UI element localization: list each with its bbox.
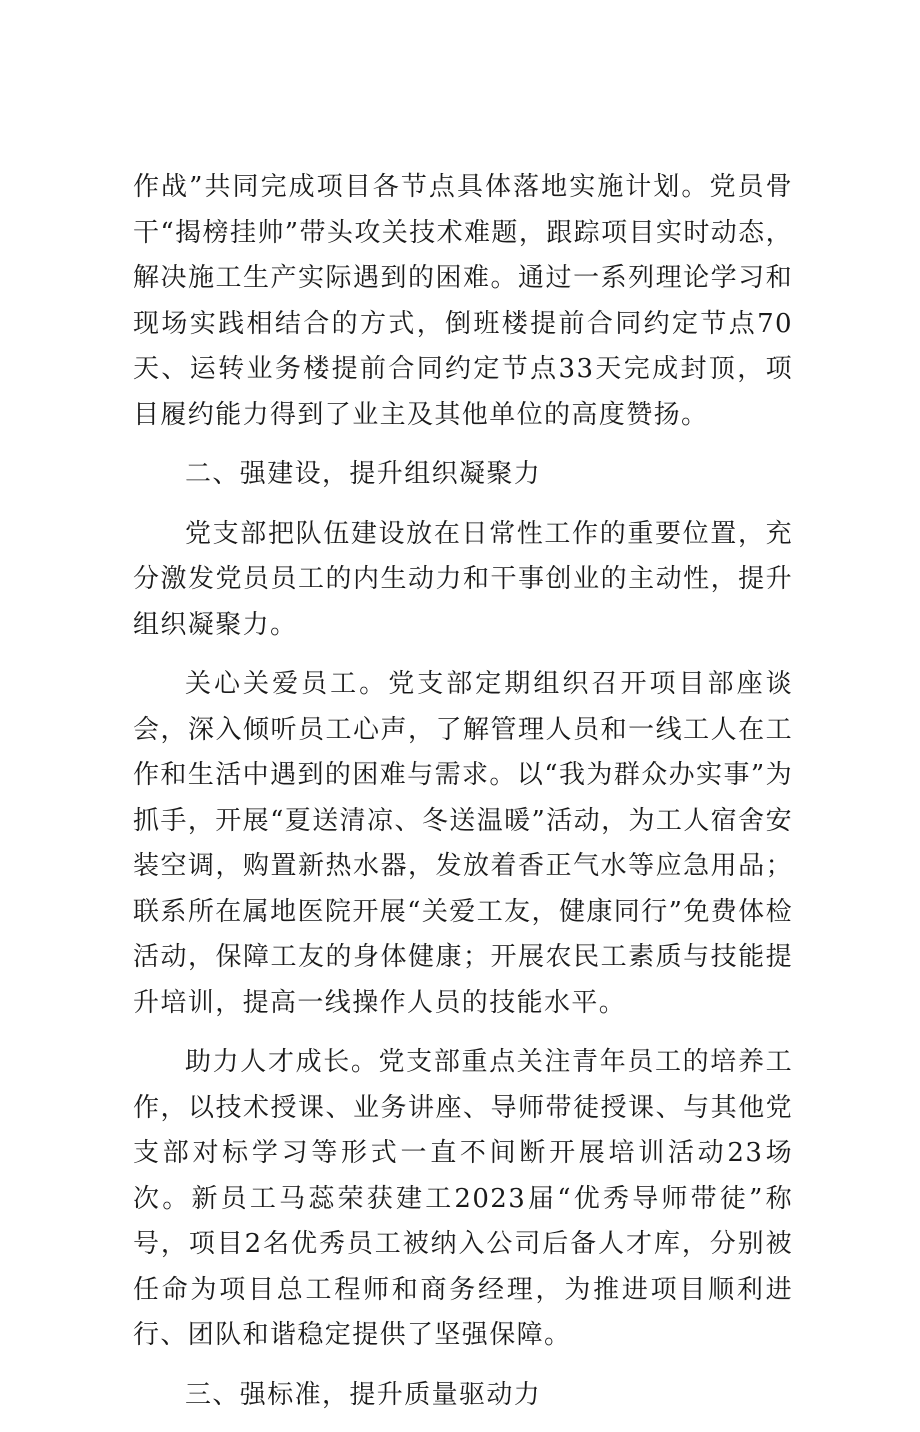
section-heading-3: 三、强标准，提升质量驱动力 [185,1379,542,1410]
paragraph-team-building: 党支部把队伍建设放在日常性工作的重要位置，充分激发党员员工的内生动力和干事创业的主动性，提升组织凝聚力。 [133,518,793,640]
paragraph-care-for-staff: 关心关爱员工。党支部定期组织召开项目部座谈会，深入倾听员工心声，了解管理人员和一线工人在工作和生活中遇到的困难与需求。以“我为群众办实事”为抓手，开展“夏送清凉、冬送温暖”活动，为工人宿舍安装空调，购置新热水器，发放着香正气水等应急用品；联系所在属地医院开展“关爱工友，健康同行”免费体检活动，保障工友的身体健康；开展农民工素质与技能提升培训，提高一线操作人员的技能水平。 [133,669,793,1018]
paragraph-continuation: 作战”共同完成项目各节点具体落地实施计划。党员骨干“揭榜挂帅”带头攻关技术难题，跟踪项目实时动态，解决施工生产实际遇到的困难。通过一系列理论学习和现场实践相结合的方式，倒班楼提前合同约定节点70天、运转业务楼提前合同约定节点33天完成封顶，项目履约能力得到了业主及其他单位的高度赞扬。 [133,172,793,430]
document-page [133,165,793,1432]
paragraph-talent-growth: 助力人才成长。党支部重点关注青年员工的培养工作，以技术授课、业务讲座、导师带徒授课、与其他党支部对标学习等形式一直不间断开展培训活动23场次。新员工马蕊荣获建工2023届“优秀导师带徒”称号，项目2名优秀员工被纳入公司后备人才库，分别被任命为项目总工程师和商务经理，为推进项目顺利进行、团队和谐稳定提供了坚强保障。 [133,1047,793,1350]
section-heading-2: 二、强建设，提升组织凝聚力 [185,459,542,489]
